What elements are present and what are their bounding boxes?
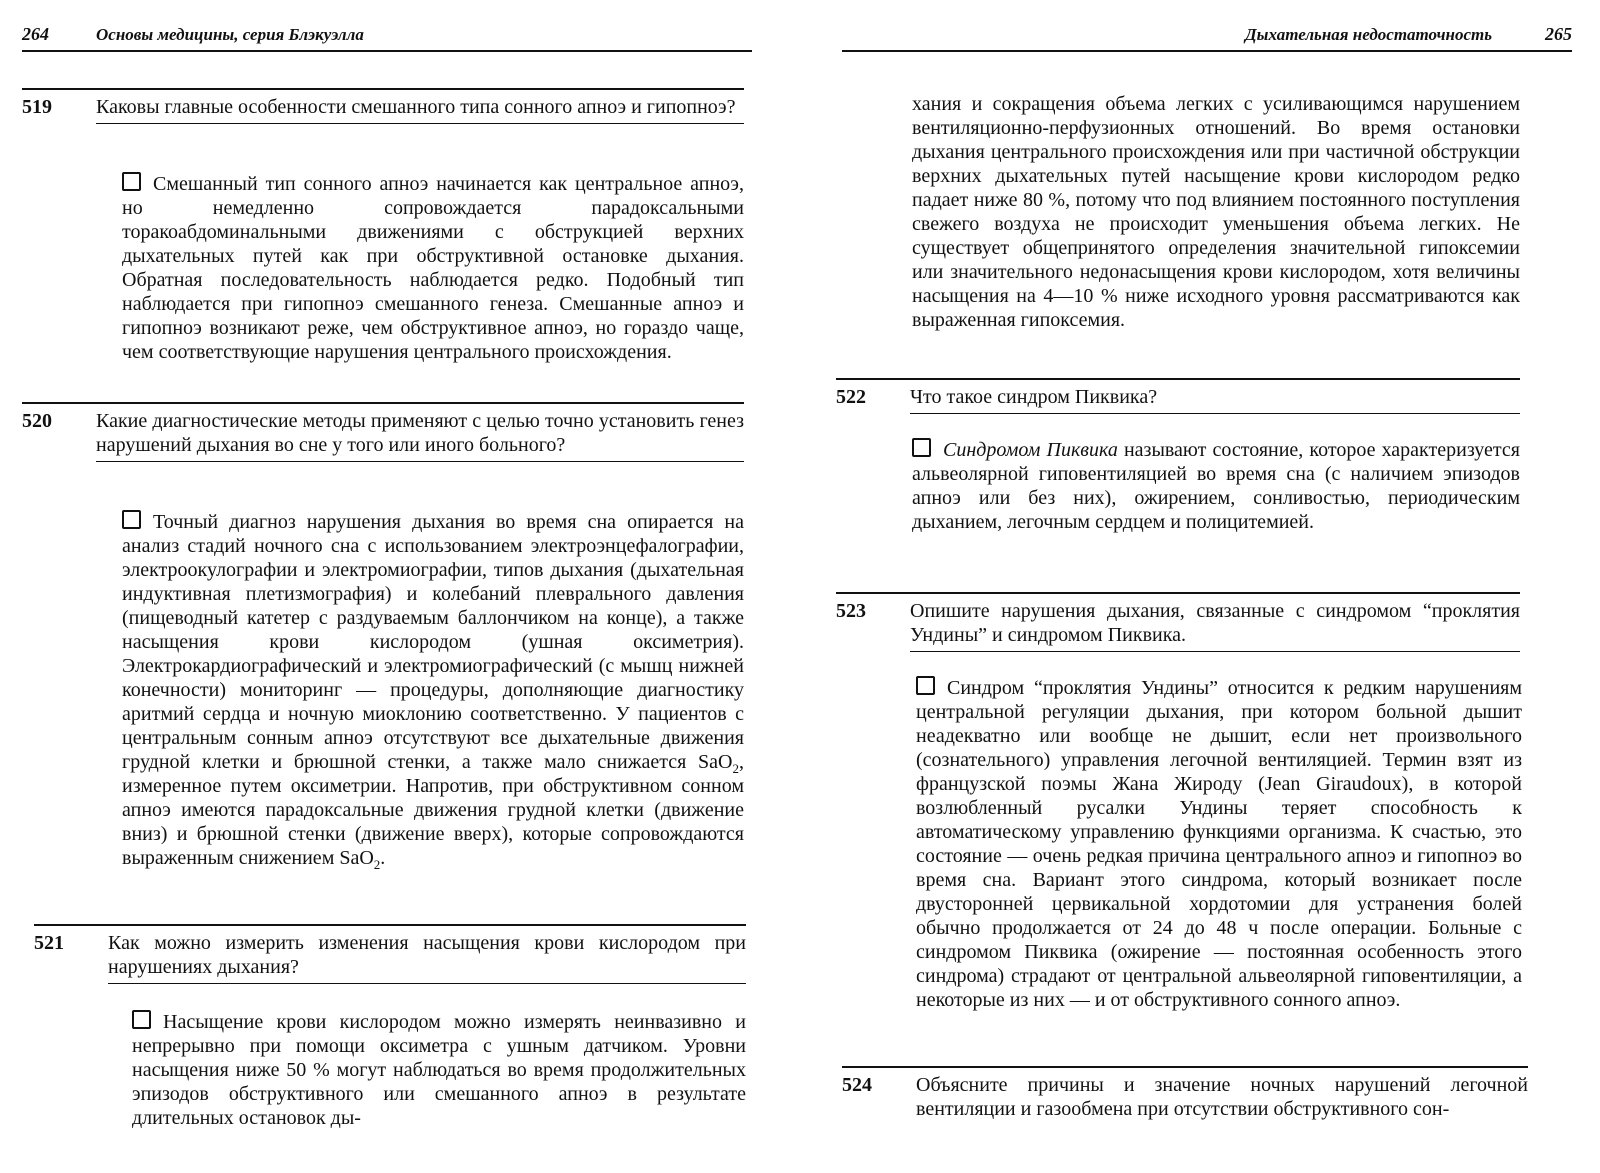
answer-520: [122, 510, 744, 870]
running-title: Дыхательная недостаточность: [1245, 25, 1492, 44]
right-page: [836, 0, 1572, 1173]
question-text: Опишите нарушения дыхания, связанные с синдромом “проклятия Ундины” и синдромом Пиквика.: [910, 599, 1520, 652]
checkbox-icon: [916, 676, 935, 695]
divider: [842, 1066, 1528, 1068]
divider: [836, 378, 1520, 380]
answer-term: Синдромом Пиквика: [943, 439, 1118, 461]
question-number: 524: [842, 1074, 872, 1096]
checkbox-icon: [132, 1010, 151, 1029]
question-number: 519: [22, 96, 52, 118]
answer-522: [912, 438, 1520, 534]
answer-text: хания и сокращения объема легких с усиливающимся нарушением вентиляционно-перфузионных отношений. Во время остановки дыхания центрального происхождения или при частичной обструкции верхних дыхательных путей насыщение крови кислородом редко падает ниже 80 %, потому что под влиянием постоянного поступления свежего воздуха не происходит уменьшения объема легких. Не существует общепринятого определения значительной гипоксемии или значительного недонасыщения крови кислородом, хотя величины насыщения на 4—10 % ниже исходного уровня рассматриваются как выраженная гипоксемия.: [912, 93, 1520, 331]
answer-text: Синдром “проклятия Ундины” относится к редким нарушениям центральной регуляции дыхания, при котором больной дышит неадекватно или вообще не дышит, если нет произвольного (сознательного) управления легочной вентиляцией. Термин взят из французской поэмы Жана Жироду (Jean Giraudoux), в которой возлюбленный русалки Ундины теряет способность к автоматическому управлению функциями организма. К счастью, это состояние — очень редкая причина центрального апноэ и гипопноэ во время сна. Вариант этого синдрома, который возникает после двусторонней цервикальной хордотомии для устранения болей обычно продолжается от 24 до 48 ч после операции. Больные с синдромом Пиквика (ожирение — постоянная особенность этого синдрома) страдают от центральной альвеолярной гиповентиляции, а некоторые из них — и от обструктивного сонного апноэ.: [916, 677, 1522, 1011]
answer-end: .: [380, 847, 386, 869]
question-number: 522: [836, 386, 866, 408]
subscript: 2: [373, 857, 381, 872]
answer-text: Точный диагноз нарушения дыхания во время сна опирается на анализ стадий ночного сна с использованием электроэнцефалографии, электроокулографии и электромиографии, типов дыхания (дыхательная индуктивная плетизмография) и колебаний плеврального давления (пищеводный катетер с раздуваемым баллончиком на конце), а также насыщения крови кислородом (ушная оксиметрия). Электрокардиографический и электромиографический (с мышц нижней конечности) мониторинг — процедуры, дополняющие диагностику аритмий сердца и ночную миоклонию соответственно. У пациентов с центральным сонным апноэ отсутствуют все дыхательные движения грудной клетки и брюшной стенки, а также мало снижается SaO: [122, 511, 744, 773]
question-text: Каковы главные особенности смешанного типа сонного апноэ и гипопноэ?: [96, 95, 744, 124]
running-title: Основы медицины, серия Блэкуэлла: [96, 25, 364, 44]
answer-519: [122, 172, 744, 364]
answer-521: [132, 1010, 746, 1130]
divider: [22, 88, 744, 90]
divider: [836, 592, 1520, 594]
question-text: Объясните причины и значение ночных нарушений легочной вентиляции и газообмена при отсутствии обструктивного сон-: [916, 1074, 1528, 1120]
question-number: 523: [836, 600, 866, 622]
question-text: Как можно измерить изменения насыщения крови кислородом при нарушениях дыхания?: [108, 931, 746, 984]
answer-continuation: [912, 92, 1520, 332]
page-number: 264: [22, 24, 49, 44]
answer-523: [916, 676, 1522, 1012]
answer-text: называют состояние, которое характеризуется альвеолярной гиповентиляцией во время сна (с наличием эпизодов апноэ или без них), ожирением, сонливостью, периодическим дыханием, легочным сердцем и полицитемией.: [912, 439, 1520, 533]
question-number: 520: [22, 410, 52, 432]
divider: [22, 402, 744, 404]
question-text: Какие диагностические методы применяют с целью точно установить генез нарушений дыхания во сне у того или иного больного?: [96, 409, 744, 462]
answer-text: Смешанный тип сонного апноэ начинается как центральное апноэ, но немедленно сопровождается парадоксальными торакоабдоминальными движениями с обструкцией верхних дыхательных путей как при обструктивной остановке дыхания. Обратная последовательность наблюдается редко. Подобный тип наблюдается при гипопноэ смешанного генеза. Смешанные апноэ и гипопноэ возникают реже, чем обструктивное апноэ, но гораздо чаще, чем соответствующие нарушения центрального происхождения.: [122, 173, 744, 363]
left-page: [22, 0, 752, 1173]
divider: [34, 924, 746, 926]
subscript: 2: [732, 761, 739, 776]
answer-text-continued: , измеренное путем оксиметрии. Напротив, при обструктивном сонном апноэ имеются парадоксальные движения грудной клетки (движение вниз) и брюшной стенки (движение вверх), которые сопровождаются выраженным снижением SaO: [122, 751, 744, 869]
checkbox-icon: [912, 438, 931, 457]
page-number: 265: [1545, 24, 1572, 44]
checkbox-icon: [122, 510, 141, 529]
running-header-left: [22, 22, 752, 52]
running-header-right: [842, 22, 1572, 52]
answer-text: Насыщение крови кислородом можно измерять неинвазивно и непрерывно при помощи оксиметра с ушным датчиком. Уровни насыщения ниже 50 % могут наблюдаться во время продолжительных эпизодов обструктивного или смешанного апноэ в результате длительных остановок ды-: [132, 1011, 746, 1129]
question-text: Что такое синдром Пиквика?: [910, 385, 1520, 414]
checkbox-icon: [122, 172, 141, 191]
question-number: 521: [34, 932, 64, 954]
